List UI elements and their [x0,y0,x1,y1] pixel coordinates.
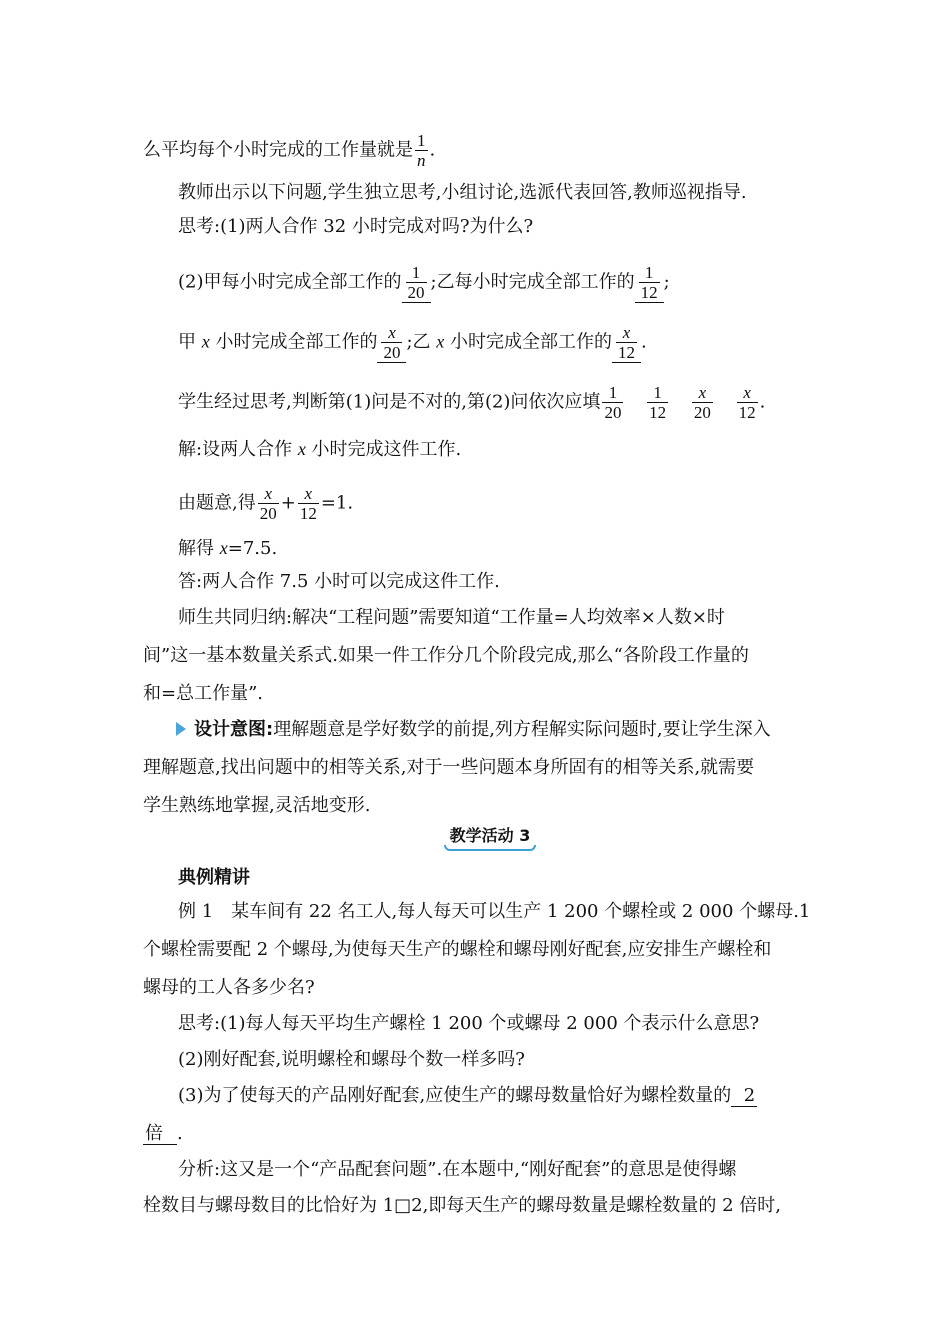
text-span: 由题意,得 [178,492,256,514]
text-line: 螺母的工人各多少名? [143,977,315,998]
denominator: 20 [259,504,277,523]
text-line: 栓数目与螺母数目的比恰好为 1□2,即每天生产的螺母数量是螺栓数量的 2 倍时, [143,1195,781,1216]
text-line [178,323,647,363]
answer-blank [612,323,641,363]
text-line: 思考:(1)每人每天平均生产螺栓 1 200 个或螺母 2 000 个表示什么意思? [178,1013,760,1034]
answer-blank [377,323,406,363]
text-span: =1. [320,492,354,514]
text-line: 答:两人合作 7.5 小时可以完成这件工作. [178,571,500,592]
section-heading: 典例精讲 [178,867,250,888]
text-span: 小时完成这件工作. [311,439,462,460]
answer-blank: 2 [731,1086,757,1107]
numerator: 1 [417,131,426,150]
text-line [178,383,765,422]
text-span: 解:设两人合作 [178,439,293,460]
triangle-marker-icon [176,722,186,736]
numerator: x [622,323,631,342]
text-line: 和=总工作量”. [143,683,264,704]
numerator: x [264,484,272,503]
text-line [178,437,461,462]
text-span: 甲 [178,331,196,353]
denominator: 20 [604,403,622,422]
numerator: 1 [644,263,654,282]
variable: x [436,331,445,352]
text-line: 师生共同归纳:解决“工程问题”需要知道“工作量=人均效率×人数×时 [178,607,725,628]
numerator: 1 [411,263,421,282]
variable: x [297,439,306,459]
numerator: 1 [653,383,662,402]
fraction [298,484,319,523]
text-line [178,263,670,303]
numerator: x [304,484,313,503]
text-span: . [177,1123,183,1144]
fraction [381,323,402,362]
text-line: 例 1 某车间有 22 名工人,每人每天可以生产 1 200 个螺栓或 2 000 个螺母.1 [178,901,811,922]
denominator: 12 [618,343,636,362]
text-span: 小时完成全部工作的 [450,331,613,353]
text-span: 小时完成全部工作的 [215,331,378,353]
text-span: (2)甲每小时完成全部工作的 [178,271,402,293]
denominator: 20 [383,343,401,362]
text-span: 解得 [178,538,214,559]
fraction [639,263,660,302]
denominator: 12 [640,283,658,302]
denominator: 12 [738,403,756,422]
text-span: =7.5. [227,538,278,559]
denominator: 12 [649,403,667,422]
text-span: . [641,331,647,353]
fraction [415,131,428,170]
text-line [178,1084,757,1108]
fraction [692,383,713,422]
variable: x [201,331,210,352]
text-span: ;乙每小时完成全部工作的 [430,271,635,293]
text-span: ; [663,271,670,293]
text-line [143,1122,183,1146]
text-line: 个螺栓需要配 2 个螺母,为使每天生产的螺栓和螺母刚好配套,应安排生产螺栓和 [143,939,772,960]
numerator: x [698,383,707,402]
text-line [143,131,435,170]
text-span: 么平均每个小时完成的工作量就是 [143,139,413,161]
text-line: (2)刚好配套,说明螺栓和螺母个数一样多吗? [178,1049,525,1070]
denominator: 20 [407,283,425,302]
fraction [616,323,637,362]
denominator: n [417,151,426,170]
fraction [602,383,623,422]
fraction [406,263,427,302]
activity-title [440,823,540,851]
variable: x [219,538,228,558]
fraction [737,383,758,422]
text-line: 思考:(1)两人合作 32 小时完成对吗?为什么? [178,216,534,237]
design-intent-label: 设计意图: [194,719,274,740]
text-line: 分析:这又是一个“产品配套问题”.在本题中,“刚好配套”的意思是使得螺 [178,1159,737,1180]
text-line [178,536,277,561]
denominator: 12 [299,504,317,523]
activity-title-text: 教学活动 3 [449,826,531,845]
fraction [647,383,668,422]
answer-blank [402,263,431,303]
title-underline [444,845,536,851]
text-span: . [759,391,766,413]
text-span: + [280,492,296,514]
text-line: 学生熟练地掌握,灵活地变形. [143,795,371,816]
answer-blank [635,263,664,303]
text-span: . [429,139,436,161]
text-span: (3)为了使每天的产品刚好配套,应使生产的螺母数量恰好为螺栓数量的 [178,1085,732,1106]
answer-blank: 倍 [143,1124,177,1145]
text-line: 教师出示以下问题,学生独立思考,小组讨论,选派代表回答,教师巡视指导. [178,182,747,203]
numerator: x [743,383,751,402]
text-span: 学生经过思考,判断第(1)问是不对的,第(2)问依次应填 [178,391,601,413]
text-line: 理解题意,找出问题中的相等关系,对于一些问题本身所固有的相等关系,就需要 [143,757,755,778]
fraction [258,484,279,523]
text-line: 间”这一基本数量关系式.如果一件工作分几个阶段完成,那么“各阶段工作量的 [143,645,749,666]
numerator: 1 [608,383,618,402]
text-span: ;乙 [406,331,431,353]
denominator: 20 [693,403,711,422]
numerator: x [388,323,396,342]
text-span: 理解题意是学好数学的前提,列方程解实际问题时,要让学生深入 [273,719,771,740]
design-intent-line [176,718,771,742]
text-line [178,484,353,523]
